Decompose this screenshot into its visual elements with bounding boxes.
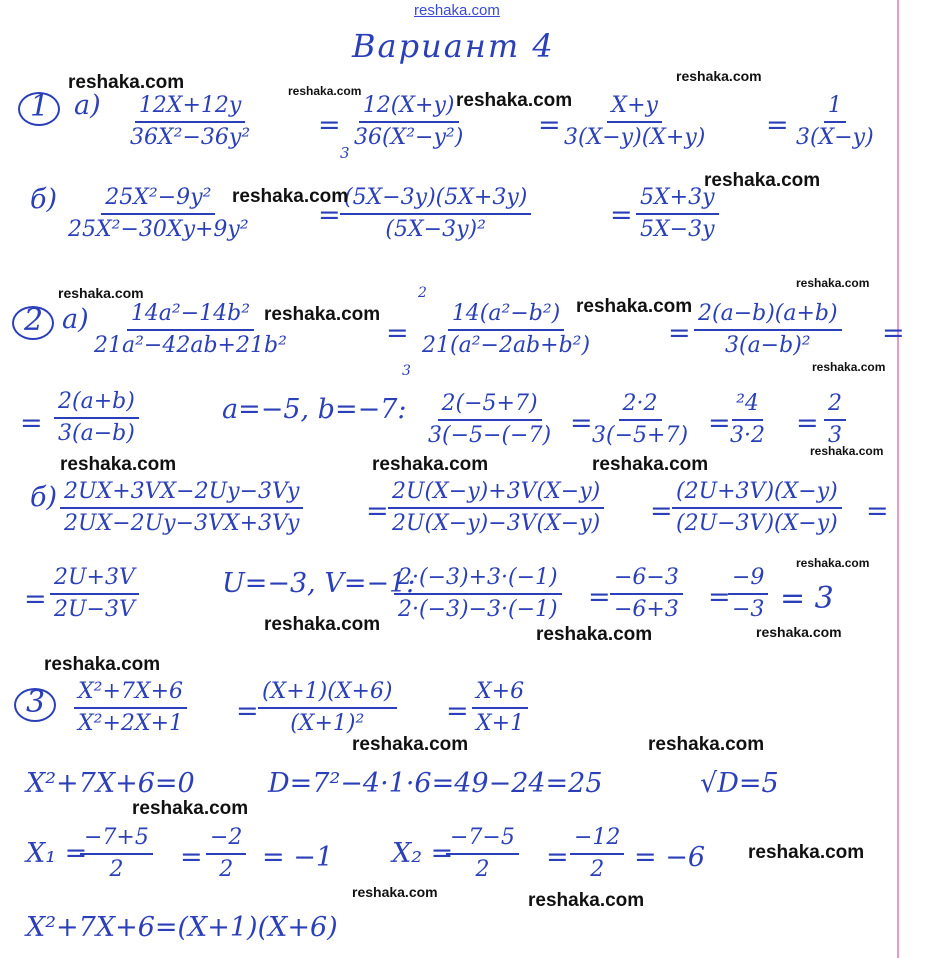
equals-sign: = xyxy=(538,110,561,141)
task3-fraction-1: $\frac{\text{X²+7X+6}}{\text{X²+2X+1}}$ xyxy=(74,680,187,736)
watermark: reshaka.com xyxy=(456,90,573,111)
task3-x2-label: X₂ = xyxy=(392,838,454,869)
watermark: reshaka.com xyxy=(372,454,489,475)
reduction-note: 2 xyxy=(418,285,427,301)
equals-sign: = xyxy=(180,842,203,873)
watermark: reshaka.com xyxy=(536,624,653,645)
task3-x1-result: = −1 xyxy=(262,842,334,873)
task2b-fraction-3: $\frac{(2U+3V)(X-y)}{(2U-3V)(X-y)}$ xyxy=(672,480,842,536)
task2b-label: б) xyxy=(30,482,58,513)
equals-sign: = xyxy=(446,696,469,727)
task3-sqrt-d: √D=5 xyxy=(700,768,779,799)
watermark: reshaka.com xyxy=(748,842,865,863)
watermark: reshaka.com xyxy=(352,734,469,755)
watermark: reshaka.com xyxy=(576,296,693,317)
equals-sign: = xyxy=(708,408,731,439)
page-title: Вариант 4 xyxy=(352,27,555,65)
task1b-fraction-1: $\frac{\text{25X²−9y²}}{\text{25X²−30Xy+9y²}}$ xyxy=(68,185,249,243)
watermark: reshaka.com xyxy=(232,186,349,207)
reduction-note: 3 xyxy=(340,144,350,162)
watermark: reshaka.com xyxy=(288,84,362,98)
watermark: reshaka.com xyxy=(264,304,381,325)
watermark: reshaka.com xyxy=(44,654,161,675)
margin-line xyxy=(897,0,899,958)
equals-sign: = xyxy=(570,408,593,439)
equals-sign: = xyxy=(318,200,341,231)
watermark: reshaka.com xyxy=(812,360,886,374)
equals-sign: = xyxy=(708,582,731,613)
task3-factored: X²+7X+6=(X+1)(X+6) xyxy=(26,912,338,943)
task3-fraction-2: $\frac{(X+1)(X+6)}{\text{(X+1)²}}$ xyxy=(258,680,397,736)
watermark: reshaka.com xyxy=(68,72,185,93)
task3-x1-label: X₁ = xyxy=(26,838,88,869)
equals-sign: = xyxy=(386,318,409,349)
task2b-values: U=−3, V=−1: xyxy=(222,568,416,599)
watermark: reshaka.com xyxy=(796,276,870,290)
task1a-fraction-3: $\frac{X+y}{3(X-y)(X+y)}$ xyxy=(564,93,706,151)
task1b-label: б) xyxy=(30,184,58,215)
watermark: reshaka.com xyxy=(676,68,762,84)
task2a-values: a=−5, b=−7: xyxy=(222,394,407,425)
task2b-fraction-5: $\frac{2\cdot(-3)+3\cdot(-1)}{2\cdot(-3)-3\cdot(-1)}$ xyxy=(394,566,562,622)
equals-sign: = xyxy=(882,318,905,349)
equals-sign: = xyxy=(796,408,819,439)
equals-sign: = xyxy=(236,696,259,727)
task2b-result: = 3 xyxy=(780,581,834,616)
task1a-fraction-1: $\frac{12X+12y}{\text{36X²−36y²}}$ xyxy=(130,93,251,151)
task2a-fraction-8: $\frac{2}{3}$ xyxy=(824,392,846,448)
watermark: reshaka.com xyxy=(796,556,870,570)
task2a-fraction-4: $\frac{2(a+b)}{3(a-b)}$ xyxy=(54,390,139,446)
task1a-fraction-4: $\frac{1}{3(X-y)}$ xyxy=(796,93,874,151)
equals-sign: = xyxy=(588,582,611,613)
task2b-fraction-7: $\frac{-9}{-3}$ xyxy=(728,566,768,622)
watermark: reshaka.com xyxy=(648,734,765,755)
watermark: reshaka.com xyxy=(60,454,177,475)
watermark: reshaka.com xyxy=(810,444,884,458)
task2a-fraction-1: $\frac{\text{14a²−14b²}}{\text{21a²−42ab+21b²}}$ xyxy=(94,301,287,359)
equals-sign: = xyxy=(24,584,47,615)
task3-x2-result: = −6 xyxy=(634,842,706,873)
equals-sign: = xyxy=(318,110,341,141)
task2-number: 2 xyxy=(24,303,44,338)
watermark: reshaka.com xyxy=(592,454,709,475)
watermark: reshaka.com xyxy=(132,798,249,819)
task3-number: 3 xyxy=(26,685,46,720)
task3-x1-fraction-1: $\frac{-7+5}{2}$ xyxy=(80,826,153,882)
task1b-fraction-2: $\frac{(5X-3y)(5X+3y)}{\text{(5X−3y)²}}$ xyxy=(340,186,531,242)
task3-x2-fraction-2: $\frac{-12}{2}$ xyxy=(570,826,624,882)
task3-discriminant: D=7²−4·1·6=49−24=25 xyxy=(268,768,603,799)
task2b-fraction-6: $\frac{-6-3}{-6+3}$ xyxy=(610,566,683,622)
equals-sign: = xyxy=(866,496,889,527)
task1a-label: а) xyxy=(74,90,101,121)
watermark: reshaka.com xyxy=(58,285,144,301)
task2a-fraction-7: $\frac{\text{²4}}{3\cdot 2}$ xyxy=(730,391,765,449)
task3-fraction-3: $\frac{X+6}{X+1}$ xyxy=(472,680,528,736)
equals-sign: = xyxy=(20,408,43,439)
equals-sign: = xyxy=(610,200,633,231)
task2a-fraction-6: $\frac{2\cdot 2}{3(-5+7)}$ xyxy=(592,391,689,449)
task3-x1-fraction-2: $\frac{-2}{2}$ xyxy=(206,826,246,882)
task2b-fraction-4: $\frac{2U+3V}{2U-3V}$ xyxy=(50,566,139,622)
equals-sign: = xyxy=(668,318,691,349)
task1b-fraction-3: $\frac{5X+3y}{5X-3y}$ xyxy=(636,186,719,242)
task2a-fraction-3: $\frac{2(a-b)(a+b)}{\text{3(a−b)²}}$ xyxy=(694,302,842,358)
task1a-fraction-2: $\frac{12(X+y)}{\text{36(X²−y²)}}$ xyxy=(354,93,464,151)
watermark: reshaka.com xyxy=(756,624,842,640)
task3-x2-fraction-1: $\frac{-7-5}{2}$ xyxy=(446,826,519,882)
task3-equation: X²+7X+6=0 xyxy=(26,768,195,799)
task1-number: 1 xyxy=(30,89,50,124)
equals-sign: = xyxy=(650,496,673,527)
task2b-fraction-1: $\frac{2UX+3VX-2Uy-3Vy}{2UX-2Uy-3VX+3Vy}$ xyxy=(60,480,303,536)
watermark: reshaka.com xyxy=(264,614,381,635)
reduction-note: 3 xyxy=(402,363,411,379)
task2b-fraction-2: $\frac{2U(X-y)+3V(X-y)}{2U(X-y)-3V(X-y)}$ xyxy=(388,480,604,536)
site-header-link[interactable]: reshaka.com xyxy=(414,2,500,19)
equals-sign: = xyxy=(546,842,569,873)
watermark: reshaka.com xyxy=(528,890,645,911)
task2a-label: а) xyxy=(62,304,89,335)
equals-sign: = xyxy=(366,496,389,527)
watermark: reshaka.com xyxy=(352,884,438,900)
task2a-fraction-2: $\frac{\text{14(a²−b²)}}{\text{21(a²−2ab+b²)}}$ xyxy=(422,301,591,359)
watermark: reshaka.com xyxy=(704,170,821,191)
equals-sign: = xyxy=(766,110,789,141)
task2a-fraction-5: $\frac{2(-5+7)}{3(-5-(-7)}$ xyxy=(428,391,552,449)
